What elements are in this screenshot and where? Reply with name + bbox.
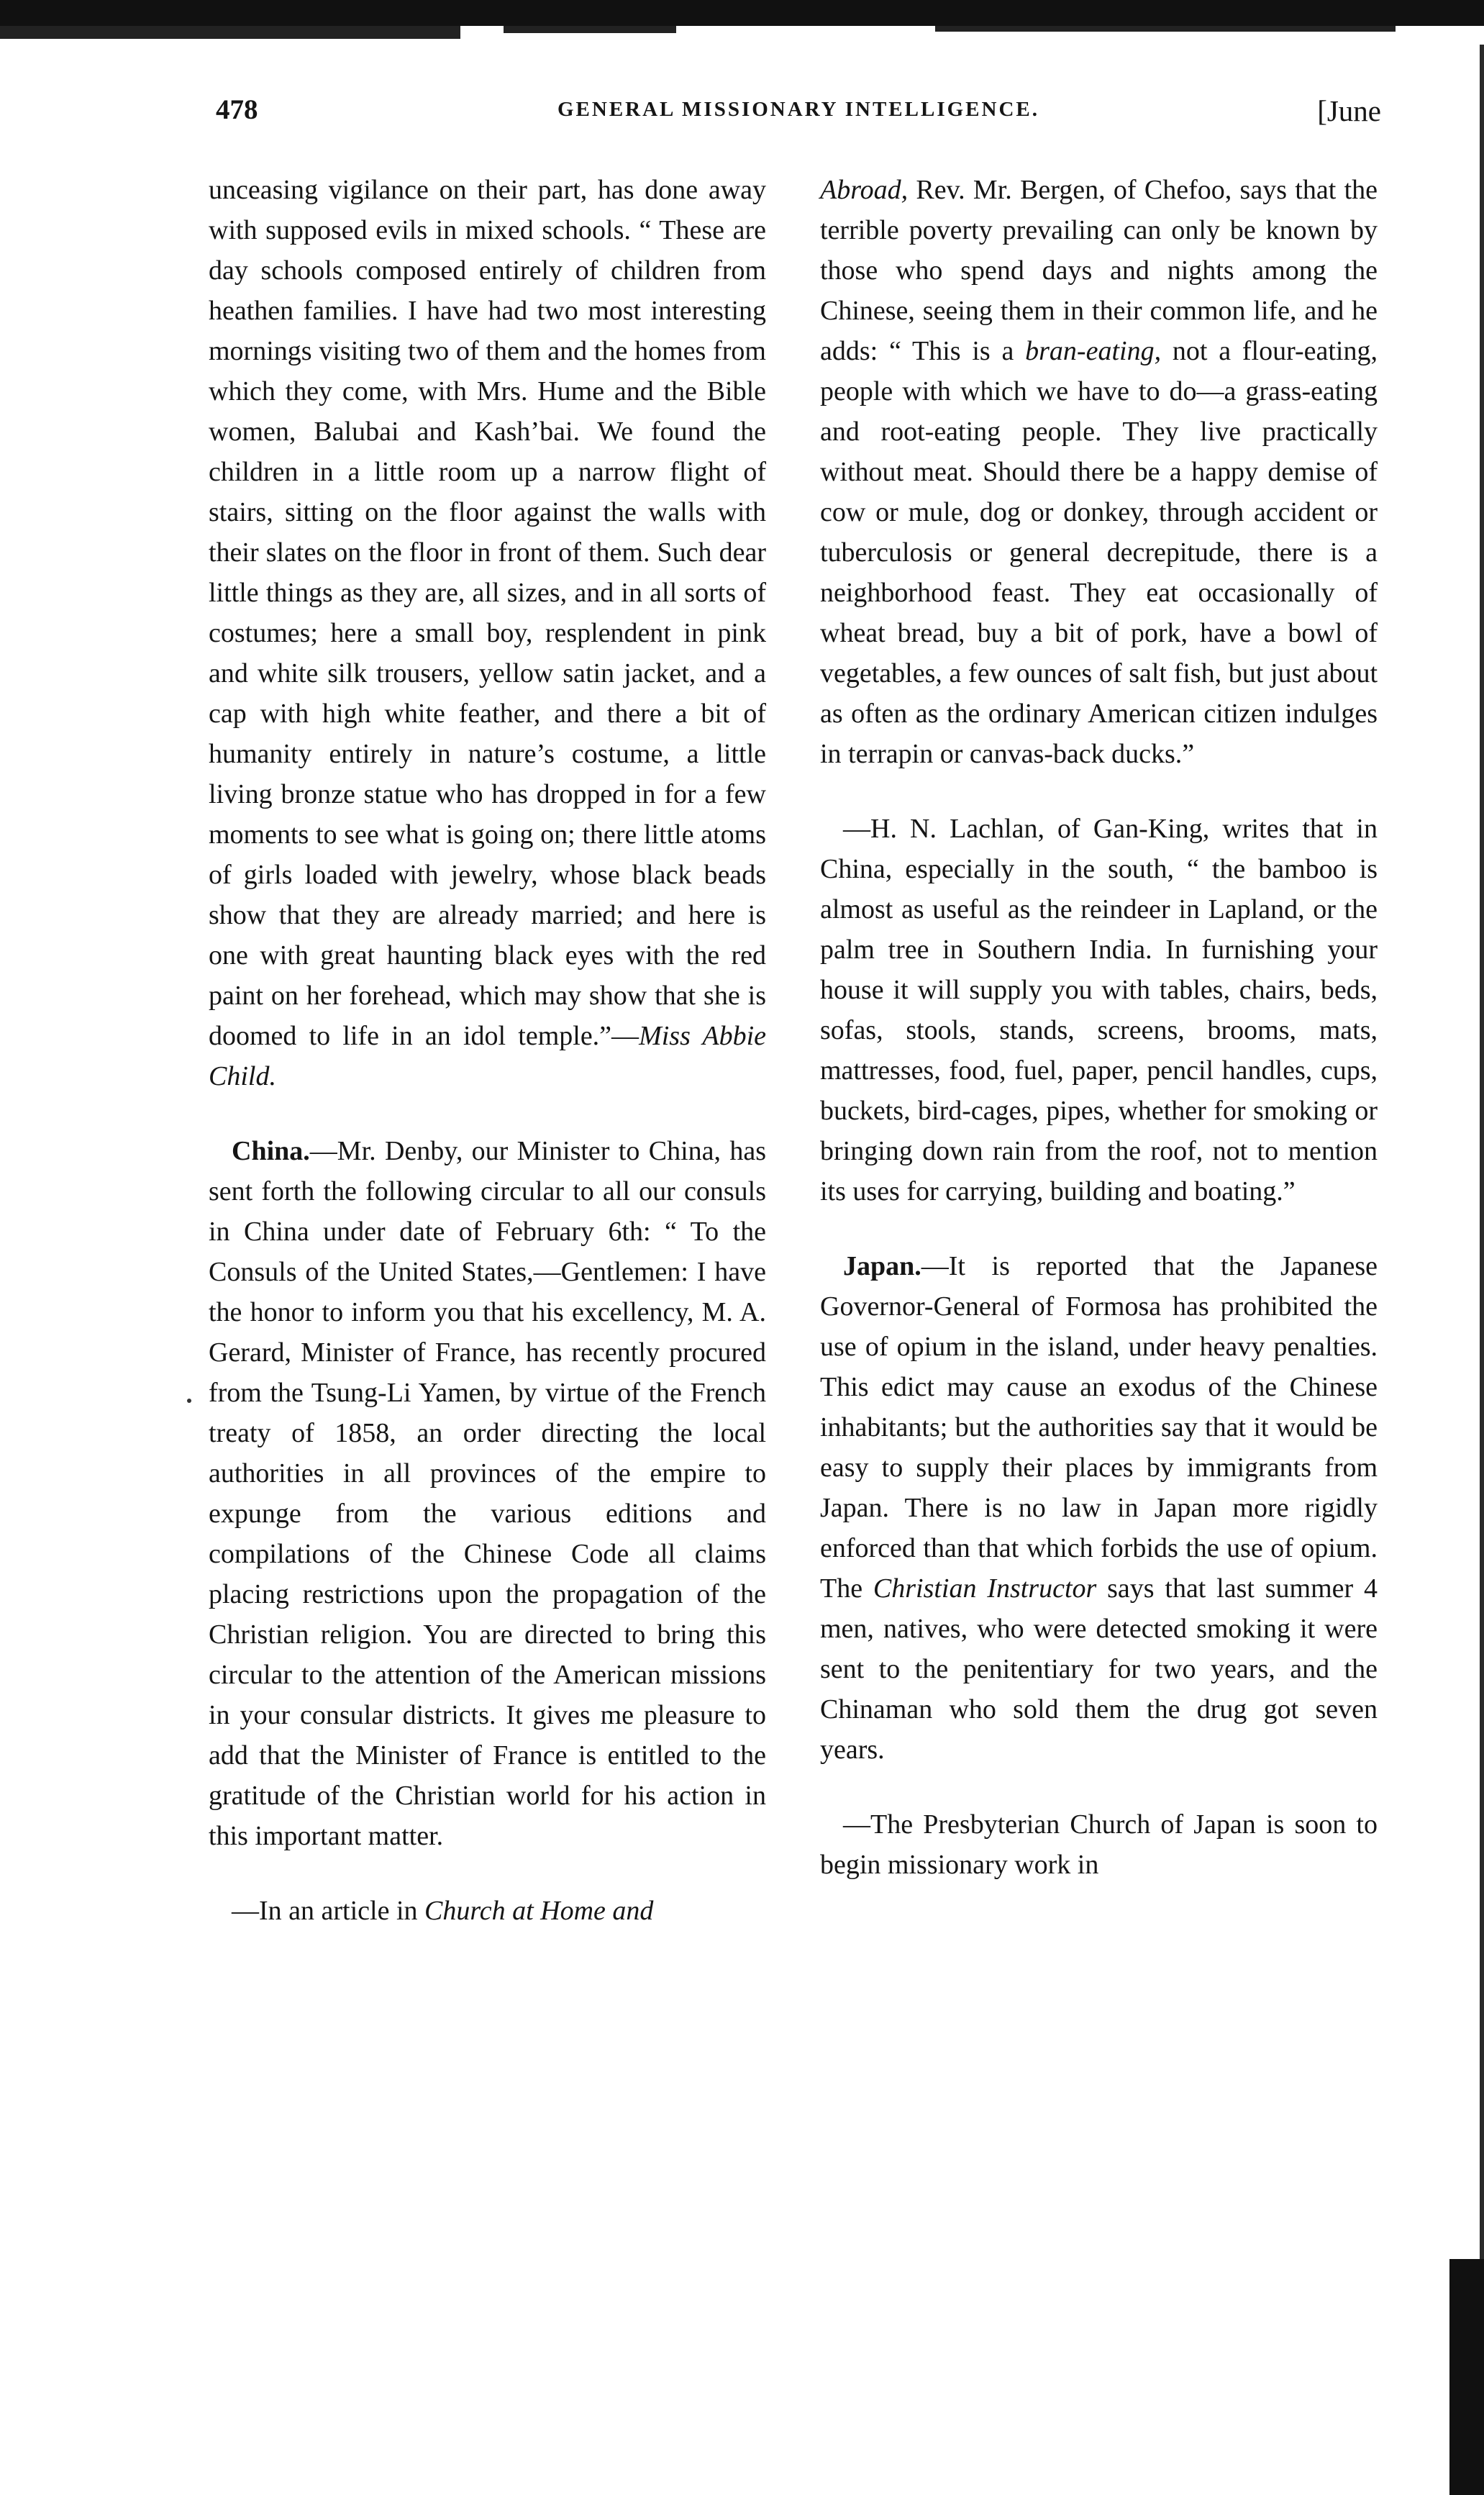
section-lead-china: China. [232,1136,310,1166]
paragraph-japan [820,1246,1378,1770]
paragraph-article [209,1891,766,1931]
article-text: —In an article in [232,1896,425,1926]
bergen-text: Rev. Mr. Bergen, of Chefoo, says that the terrible poverty prevailing can only be known by those who spend days and nights among the Chinese, seeing them in their common life, and he adds: “ This is a [820,175,1378,366]
right-column [820,170,1378,1885]
scan-artifact [504,26,676,33]
paragraph-bergen [820,170,1378,774]
scan-top-band [0,0,1484,26]
page-number: 478 [216,94,258,125]
japan-text: —It is reported that the Japanese Governor-General of Formosa has prohibited the use of opium in the island, under heavy penalties. This edict may cause an exodus of the Chinese inhabitants; but the authorities say that it would be easy to supply their places by immigrants from Japan. There is no law in Japan more rigidly enforced than that which forbids the use of opium. The [820,1251,1378,1604]
scan-artifact [0,26,460,39]
schools-text: unceasing vigilance on their part, has done away with supposed evils in mixed schools. “ These are day schools composed entirely of children from heathen families. I have had two most interesting mornings visiting two of them and the homes from which they come, with Mrs. Hume and the Bible women, Balubai and Kash’bai. We found the children in a little room up a narrow flight of stairs, sitting on the floor against the walls with their slates on the floor in front of them. Such dear little things as they are, all sizes, and in all sorts of costumes; here a small boy, resplendent in pink and white silk trousers, yellow satin jacket, and a cap with high white feather, and there a bit of humanity entirely in nature’s costume, a little living bronze statue who has dropped in for a few moments to see what is going on; there little atoms of girls loaded with jewelry, whose black beads show that they are already married; and here is one with great haunting black eyes with the red paint on her forehead, which may show that she is doomed to life in an idol temple.”— [209,175,766,1051]
scan-artifact [935,26,1396,32]
paragraph-bamboo [820,809,1378,1212]
left-column [209,170,766,1931]
header-month: [June [1317,94,1381,127]
margin-dot [187,1399,191,1403]
publication-title: Christian Instructor [873,1573,1097,1604]
italic-phrase: bran-eating, [1025,336,1162,366]
author-signature: Miss Abbie Child. [209,1021,766,1091]
section-lead-japan: Japan. [843,1251,921,1281]
china-text: —Mr. Denby, our Minister to China, has sent forth the following circular to all our consuls in China under date of February 6th: “ To the Consuls of the United States,—Gentlemen: I have the honor to inform you that his excellency, M. A. Gerard, Minister of France, has recently procured from the Tsung-Li Yamen, by virtue of the French treaty of 1858, an order directing the local authorities in all provinces of the empire to expunge from the various editions and compilations of the Chinese Code all claims placing restrictions upon the propagation of the Christian religion. You are directed to bring this circular to the attention of the American missions in your consular districts. It gives me pleasure to add that the Minister of France is entitled to the gratitude of the Christian world for his action in this important matter. [209,1136,766,1851]
paragraph-china [209,1131,766,1856]
running-header [216,94,1381,137]
presbyterian-text: —The Presbyterian Church of Japan is soon to begin missionary work in [820,1809,1378,1880]
paragraph-presbyterian [820,1804,1378,1885]
page-spine-shadow [1449,2259,1484,2495]
bergen-text-rest: not a flour-eating, people with which we have to do—a grass-eating and root-eating people. They live practically without meat. Should there be a happy demise of cow or mule, dog or donkey, through accident or tuberculosis or general decrepitude, there is a neighborhood feast. They eat occasionally of wheat bread, buy a bit of pork, have a bowl of vegetables, a few ounces of salt fish, but just about as often as the ordinary American citizen indulges in terrapin or canvas-back ducks.” [820,336,1378,769]
publication-title: Church at Home and [424,1896,654,1926]
running-title: GENERAL MISSIONARY INTELLIGENCE. [557,98,1039,121]
page-top-edge [0,0,1484,45]
bamboo-text: —H. N. Lachlan, of Gan-King, writes that in China, especially in the south, “ the bamboo is almost as useful as the reindeer in Lapland, or the palm tree in Southern India. In furnishing your house it will supply you with tables, chairs, beds, sofas, stools, stands, screens, brooms, mats, mattresses, food, fuel, paper, pencil handles, cups, buckets, bird-cages, pipes, whether for smoking or bringing down rain from the roof, not to mention its uses for carrying, building and boating.” [820,814,1378,1206]
page-spine-edge [1480,45,1484,2495]
paragraph-schools [209,170,766,1096]
publication-title-cont: Abroad, [820,175,909,205]
japan-text-rest: says that last summer 4 men, natives, who were detected smoking it were sent to the penitentiary for two years, and the Chinaman who sold them the drug got seven years. [820,1573,1378,1765]
